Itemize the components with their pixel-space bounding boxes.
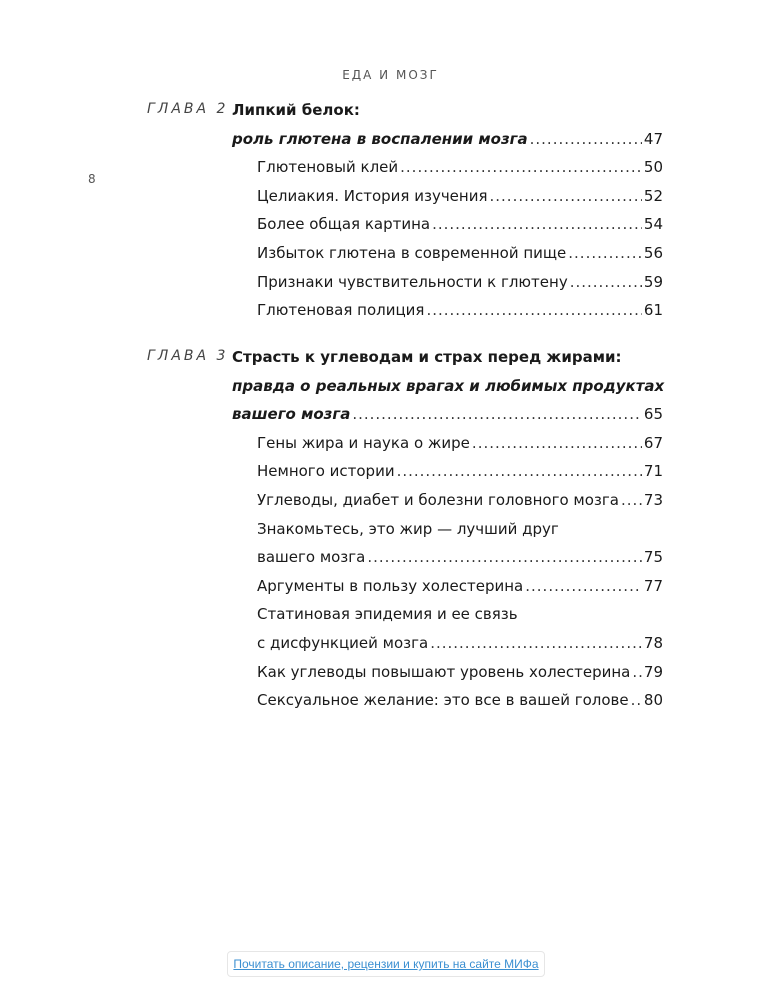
toc-entry[interactable]: [257, 633, 663, 653]
dot-leader: [570, 272, 642, 292]
entry-page: 80: [643, 691, 663, 710]
running-header: ЕДА И МОЗГ: [342, 68, 439, 82]
toc-entry[interactable]: [257, 186, 663, 206]
entry-title: Как углеводы повышают уровень холестерина: [257, 662, 631, 681]
entry-page: 56: [643, 244, 663, 262]
entry-title: Знакомьтесь, это жир — лучший друг: [257, 519, 559, 538]
chapter-label: ГЛАВА 2: [147, 101, 229, 117]
entry-title: Избыток глютена в современной пище: [257, 244, 567, 262]
dot-leader: [568, 243, 642, 263]
toc-entry[interactable]: [257, 272, 663, 292]
entry-page: 50: [643, 158, 663, 177]
dot-leader: [525, 576, 642, 596]
dot-leader: [426, 300, 641, 320]
entry-page: 78: [643, 634, 663, 652]
dot-leader: [430, 633, 642, 653]
chapter-title-text: Липкий белок:: [232, 101, 360, 119]
dot-leader: [530, 129, 642, 149]
entry-line: [257, 604, 663, 624]
entry-page: 65: [643, 405, 663, 424]
entry-title: Аргументы в пользу холестерина: [257, 576, 524, 595]
toc-entry[interactable]: [257, 214, 663, 234]
entry-page: 47: [643, 129, 663, 148]
chapter-subtitle-line: [232, 404, 663, 424]
chapter-title-text: Страсть к углеводам и страх перед жирами:: [232, 348, 622, 366]
entry-page: 79: [643, 662, 663, 681]
chapter-title: [232, 100, 663, 120]
entry-page: 75: [643, 548, 663, 567]
toc-entry[interactable]: [257, 662, 663, 682]
entry-page: 77: [643, 576, 663, 595]
page-number: 8: [88, 172, 96, 186]
entry-title: Статиновая эпидемия и ее связь: [257, 605, 518, 624]
entry-title: с дисфункцией мозга: [257, 634, 429, 652]
dot-leader: [632, 662, 642, 682]
entry-title: роль глютена в воспалении мозга: [232, 129, 528, 148]
toc-entry[interactable]: [257, 461, 663, 481]
entry-title: Целиакия. История изучения: [257, 186, 488, 205]
entry-title: вашего мозга: [232, 405, 351, 424]
entry-title: Глютеновый клей: [257, 158, 399, 177]
entry-page: 59: [643, 272, 663, 291]
entry-page: 67: [643, 433, 663, 452]
dot-leader: [631, 690, 642, 710]
dot-leader: [400, 157, 642, 177]
entry-title: Признаки чувствительности к глютену: [257, 272, 568, 291]
toc-entry[interactable]: [257, 433, 663, 453]
toc-entry[interactable]: [257, 157, 663, 177]
toc-entry[interactable]: [257, 490, 663, 510]
entry-title: Более общая картина: [257, 215, 431, 234]
toc-entry[interactable]: [257, 547, 663, 567]
entry-title: Углеводы, диабет и болезни головного мозга: [257, 491, 619, 509]
dot-leader: [367, 547, 642, 567]
chapter-label: ГЛАВА 3: [147, 348, 229, 364]
entry-page: 54: [643, 215, 663, 234]
dot-leader: [490, 186, 642, 206]
entry-title: Гены жира и наука о жире: [257, 433, 470, 452]
entry-page: 52: [643, 186, 663, 205]
entry-line: [257, 519, 663, 539]
chapter-subtitle-text: правда о реальных врагах и любимых продуктах: [232, 376, 665, 395]
entry-title: Сексуальное желание: это все в вашей голове: [257, 691, 629, 710]
chapter-title: [232, 347, 663, 367]
entry-page: 71: [643, 462, 663, 481]
store-link-box: [227, 951, 545, 977]
toc-entry[interactable]: [257, 690, 663, 710]
chapter-subtitle-line: [232, 129, 663, 149]
entry-page: 73: [643, 491, 663, 509]
toc-entry[interactable]: [257, 243, 663, 263]
entry-page: 61: [643, 301, 663, 320]
entry-title: вашего мозга: [257, 548, 366, 567]
dot-leader: [621, 490, 642, 510]
entry-title: Глютеновая полиция: [257, 301, 425, 320]
dot-leader: [472, 433, 642, 453]
store-link[interactable]: Почитать описание, рецензии и купить на сайте МИФа: [233, 957, 539, 971]
entry-title: Немного истории: [257, 462, 395, 481]
dot-leader: [432, 214, 642, 234]
dot-leader: [397, 461, 642, 481]
chapter-subtitle: [232, 376, 663, 396]
toc-entry[interactable]: [257, 300, 663, 320]
dot-leader: [352, 404, 642, 424]
toc-entry[interactable]: [257, 576, 663, 596]
